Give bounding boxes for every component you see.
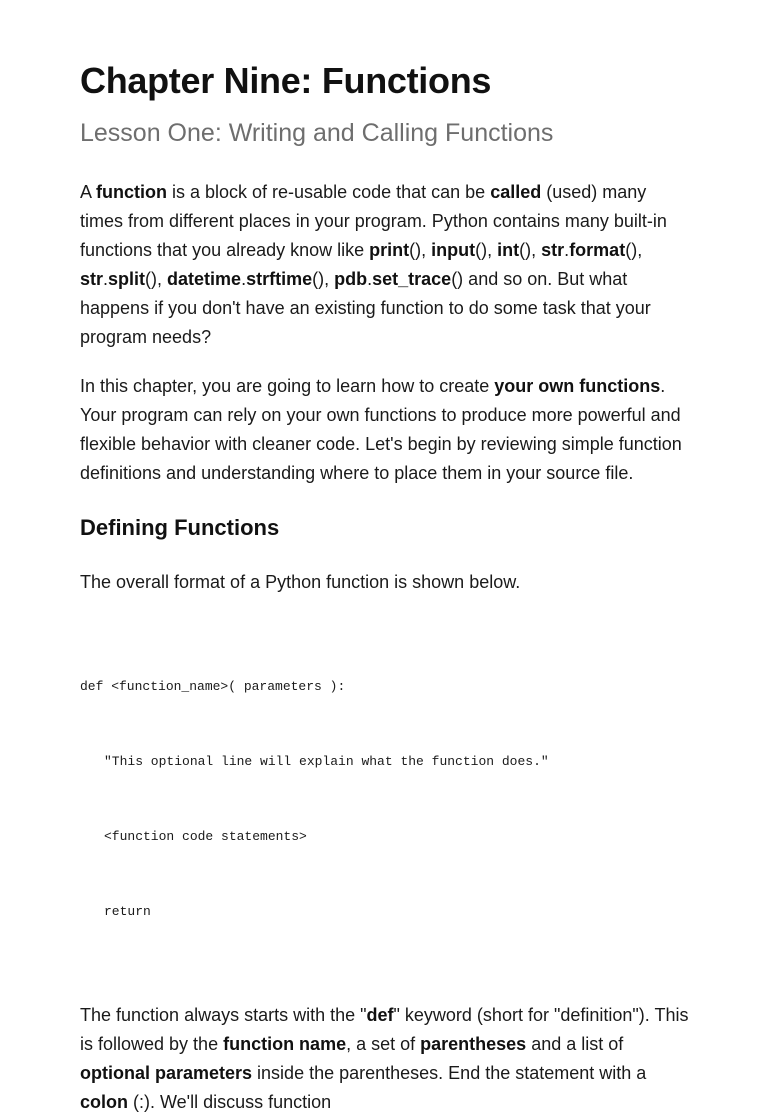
chapter-title: Chapter Nine: Functions — [80, 60, 492, 101]
text-run: is a block of re-usable code that can be — [167, 182, 491, 202]
code-line-statements: <function code statements> — [104, 829, 307, 844]
bold-term: str — [541, 240, 565, 260]
code-line-return: return — [104, 904, 151, 919]
text-run: (), — [145, 269, 168, 289]
text-run: inside the parentheses. End the statement with a — [252, 1063, 647, 1083]
text-run: The function always starts with the " — [80, 1005, 367, 1025]
text-run: (), — [409, 240, 432, 260]
text-run: () and so on. But what happens if you don't have an existing function to do some task that your program needs? — [80, 269, 651, 347]
bold-term: function — [96, 182, 167, 202]
lesson-subtitle: Lesson One: Writing and Calling Functions — [80, 119, 554, 147]
bold-term: def — [366, 1005, 394, 1025]
code-line-docstring: "This optional line will explain what the function does." — [104, 754, 549, 769]
text-run: , a set of — [346, 1034, 421, 1054]
bold-term: str — [80, 269, 104, 289]
text-run: and a list of — [526, 1034, 624, 1054]
bold-term: int — [497, 240, 520, 260]
text-run: . — [367, 269, 373, 289]
code-line-def: def <function_name>( parameters ): — [80, 679, 346, 694]
bold-term: pdb — [334, 269, 368, 289]
code-example — [80, 624, 690, 974]
bold-term: set_trace — [372, 269, 452, 289]
bold-term: datetime — [167, 269, 242, 289]
text-run: " keyword (short for "definition"). This is followed by the — [80, 1005, 689, 1054]
text-run: . — [241, 269, 247, 289]
text-run: In this chapter, you are going to learn how to create — [80, 376, 495, 396]
text-run: (used) many times from different places in your program. Python contains many built-in functions that you already know like — [80, 182, 667, 260]
bold-term: input — [431, 240, 476, 260]
format-intro-paragraph: The overall format of a Python function is shown below. — [80, 572, 521, 592]
text-run: . Your program can rely on your own functions to produce more powerful and flexible behavior with cleaner code. Let's begin by reviewing simple function definitions and understanding where to place them in your source file. — [80, 376, 682, 483]
text-run: . — [564, 240, 570, 260]
text-run: A — [80, 182, 97, 202]
bold-term: your own functions — [494, 376, 661, 396]
text-run: (), — [475, 240, 498, 260]
bold-term: format — [569, 240, 626, 260]
def-explanation-paragraph — [80, 1001, 690, 1117]
bold-term: print — [369, 240, 410, 260]
chapter-overview-paragraph — [80, 372, 690, 488]
document-page — [80, 58, 690, 1117]
intro-paragraph — [80, 178, 690, 352]
bold-term: colon — [80, 1092, 128, 1112]
bold-term: strftime — [246, 269, 313, 289]
bold-term: optional parameters — [80, 1063, 253, 1083]
bold-term: split — [108, 269, 146, 289]
bold-term: called — [490, 182, 542, 202]
section-heading-defining-functions: Defining Functions — [80, 515, 280, 540]
text-run: (), — [519, 240, 542, 260]
bold-term: parentheses — [420, 1034, 527, 1054]
bold-term: function name — [223, 1034, 347, 1054]
text-run: (:). We'll discuss function — [128, 1092, 332, 1112]
text-run: . — [103, 269, 109, 289]
text-run: (), — [312, 269, 335, 289]
text-run: (), — [625, 240, 643, 260]
